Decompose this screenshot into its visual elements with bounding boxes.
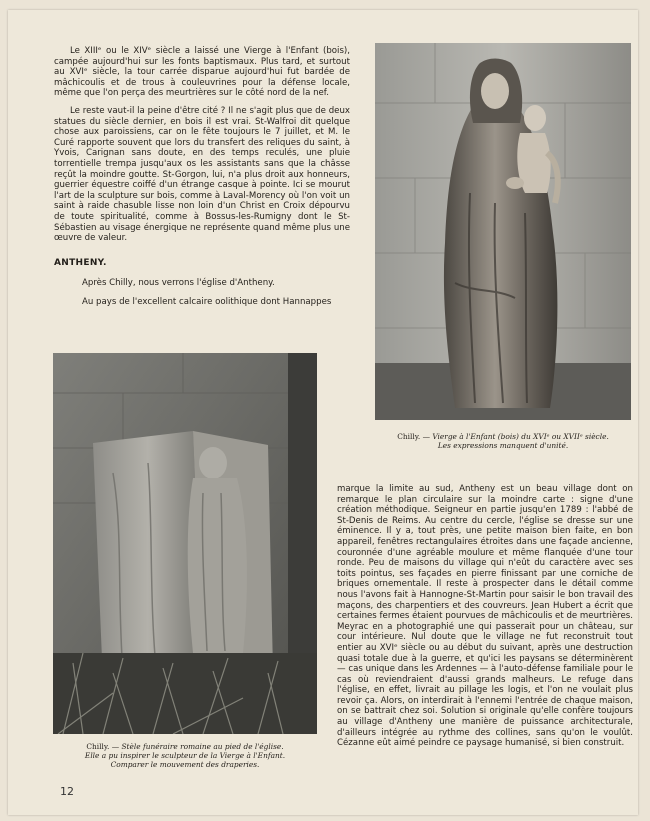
virgin-child-statue-illustration <box>375 43 631 420</box>
caption-left-line3: Comparer le mouvement des draperies. <box>110 760 260 769</box>
section-title: ANTHENY. <box>54 257 107 268</box>
caption-right <box>372 432 634 450</box>
page-number: 12 <box>60 785 74 798</box>
caption-left-lead: Chilly. — <box>86 742 122 751</box>
section-paragraph-1: Après Chilly, nous verrons l'église d'Antheny. <box>82 278 275 289</box>
right-text-column <box>337 484 633 749</box>
intro-paragraph-1: Le XIIIᵉ ou le XIVᵉ siècle a laissé une Vierge à l'Enfant (bois), campée aujourd'hui sur les fonts baptismaux. Plus tard, et surtout au XVIᵉ siècle, la tour carrée disparue aujourd'hui fut bardée de mâchicoulis et de trous à couleuvrines pour la défense locale, même que l'on perça des meurtrières sur le côté nord de la nef. <box>54 46 350 99</box>
stele-photo <box>53 353 317 734</box>
caption-right-lead: Chilly. — <box>397 432 433 441</box>
caption-right-line2: Les expressions manquent d'unité. <box>437 441 569 450</box>
left-text-column <box>54 46 350 315</box>
caption-right-line1: Vierge à l'Enfant (bois) du XVIᵉ ou XVIIᵉ siècle. <box>432 432 609 441</box>
section-paragraph-2: Au pays de l'excellent calcaire oolithique dont Hannappes <box>82 296 332 307</box>
caption-left-line2: Elle a pu inspirer le sculpteur de la Vierge à l'Enfant. <box>84 751 286 760</box>
caption-left <box>53 742 317 769</box>
caption-left-line1: Stèle funéraire romaine au pied de l'église. <box>121 742 284 751</box>
continued-paragraph: marque la limite au sud, Antheny est un beau village dont on remarque le plan circulaire sur la moindre carte : signe d'une création méthodique. Seigneur en partie jusqu'en 1789 : l'abbé de St-Denis de Reims. Au centre du cercle, l'église se dresse sur une éminence. Il y a, tout près, une petite maison bien faite, en bon appareil, fenêtres rectangulaires étroites dans une façade ancienne, couronnée d'une agréable moulure et même flanquée d'une tour ronde. Peu de maisons du village qui n'eût du caractère avec ses toits pointus, ses façades en pierre finissant par une corniche de briques ornementale. Il reste à prospecter dans le détail comme nous l'avons fait à Hannogne-St-Martin pour saisir le bon travail des maçons, des charpentiers et des couvreurs. Jean Hubert a écrit que certaines fermes étaient pourvues de mâchicoulis et de meurtrières. Meyrac en a photographié une qui passerait pour un château, sur cour intérieure. Nul doute que le village ne fut reconstruit tout entier au XVIᵉ siècle ou au début du suivant, après une destruction quasi totale due à la guerre, et qu'ici les paysans se déterminèrent — cas unique dans les Ardennes — à l'auto-défense familiale pour le cas où reviendraient d'aussi grands malheurs. Le refuge dans l'église, en effet, livrait au pillage les logis, et l'on ne voulait plus revoir ça. Alors, on interdirait à l'ennemi l'entrée de chaque maison, on se battrait chez soi. Solution si originale qu'elle confère toujours au village d'Antheny une manière de puissance architecturale, d'ailleurs intégrée au rythme des collines, sans qu'on le voulût. Cézanne eût aimé peindre ce paysage humanisé, si bien construit. <box>337 484 633 749</box>
roman-stele-illustration <box>53 353 317 734</box>
virgin-child-photo <box>375 43 631 420</box>
intro-paragraph-2: Le reste vaut-il la peine d'être cité ? Il ne s'agit plus que de deux statues du siècle dernier, en bois il est vrai. St-Walfroi dit quelque chose aux paroissiens, car on le fête toujours le 7 juillet, et M. le Curé rapporte souvent que lors du transfert des reliques du saint, à Yvois, Carignan sans doute, en des temps reculés, une pluie torrentielle trempa jusqu'aux os les assistants sans que la châsse reçût la moindre goutte. St-Gorgon, lui, n'a plus droit aux honneurs, guerrier équestre coiffé d'un étrange casque à pointe. Ici se mourut l'art de la sculpture sur bois, comme à Laval-Morency où l'on voit un saint à raide chasuble lisse non loin d'un Christ en Croix dépourvu de toute spiritualité, comme à Bossus-les-Rumigny dont le St-Sébastien au visage énergique ne représente quand même plus une œuvre de valeur. <box>54 105 350 244</box>
